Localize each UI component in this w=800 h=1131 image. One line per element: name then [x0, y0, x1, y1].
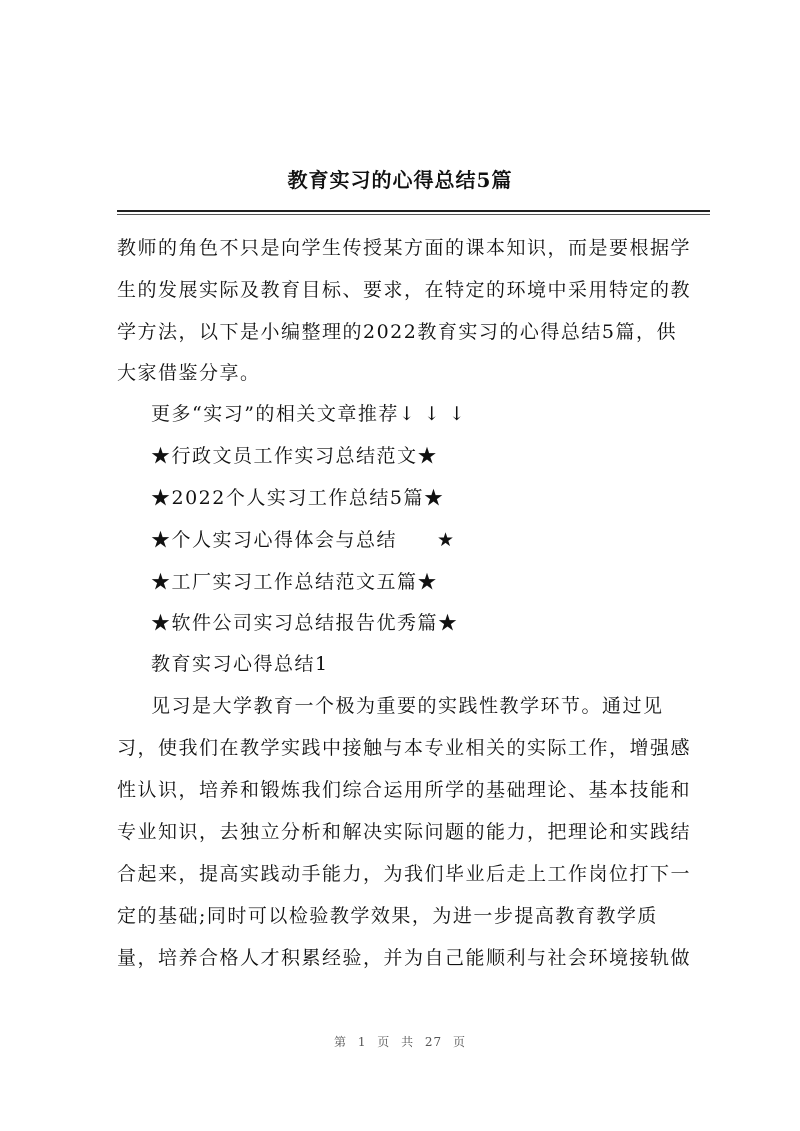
body-line: 见习是大学教育一个极为重要的实践性教学环节。通过见	[151, 695, 664, 717]
recommend-link[interactable]: ★工厂实习工作总结范文五篇★	[151, 571, 439, 593]
recommend-link[interactable]: ★2022个人实习工作总结5篇★	[151, 487, 445, 509]
recommend-link[interactable]	[151, 528, 456, 552]
body-line: 专业知识，去独立分析和解决实际问题的能力，把理论和实践结	[117, 821, 692, 843]
recommend-heading: 更多“实习”的相关文章推荐↓ ↓ ↓	[151, 403, 467, 425]
title-divider	[117, 210, 710, 212]
body-line: 合起来，提高实践动手能力，为我们毕业后走上工作岗位打下一	[117, 863, 692, 885]
body-line: 习，使我们在教学实践中接触与本专业相关的实际工作，增强感	[117, 737, 692, 759]
body-line: 定的基础;同时可以检验教学效果，为进一步提高教育教学质	[117, 905, 658, 927]
page-number-footer: 第 1 页 共 27 页	[334, 1035, 466, 1049]
section-heading: 教育实习心得总结1	[151, 653, 329, 675]
intro-line: 大家借鉴分享。	[117, 362, 261, 384]
recommend-link[interactable]: ★行政文员工作实习总结范文★	[151, 445, 439, 467]
recommend-link[interactable]: ★软件公司实习总结报告优秀篇★	[151, 612, 459, 634]
body-line: 量，培养合格人才积累经验，并为自己能顺利与社会环境接轨做	[117, 947, 692, 969]
intro-line: 生的发展实际及教育目标、要求，在特定的环境中采用特定的教	[117, 279, 692, 301]
intro-line: 教师的角色不只是向学生传授某方面的课本知识，而是要根据学	[117, 237, 692, 259]
title-divider-thin	[117, 214, 710, 215]
star-icon: ★	[437, 529, 456, 551]
recommend-link-text[interactable]: ★个人实习心得体会与总结	[151, 529, 398, 551]
document-title: 教育实习的心得总结5篇	[287, 168, 513, 192]
intro-line: 学方法，以下是小编整理的2022教育实习的心得总结5篇，供	[117, 321, 677, 343]
body-line: 性认识，培养和锻炼我们综合运用所学的基础理论、基本技能和	[117, 779, 692, 801]
